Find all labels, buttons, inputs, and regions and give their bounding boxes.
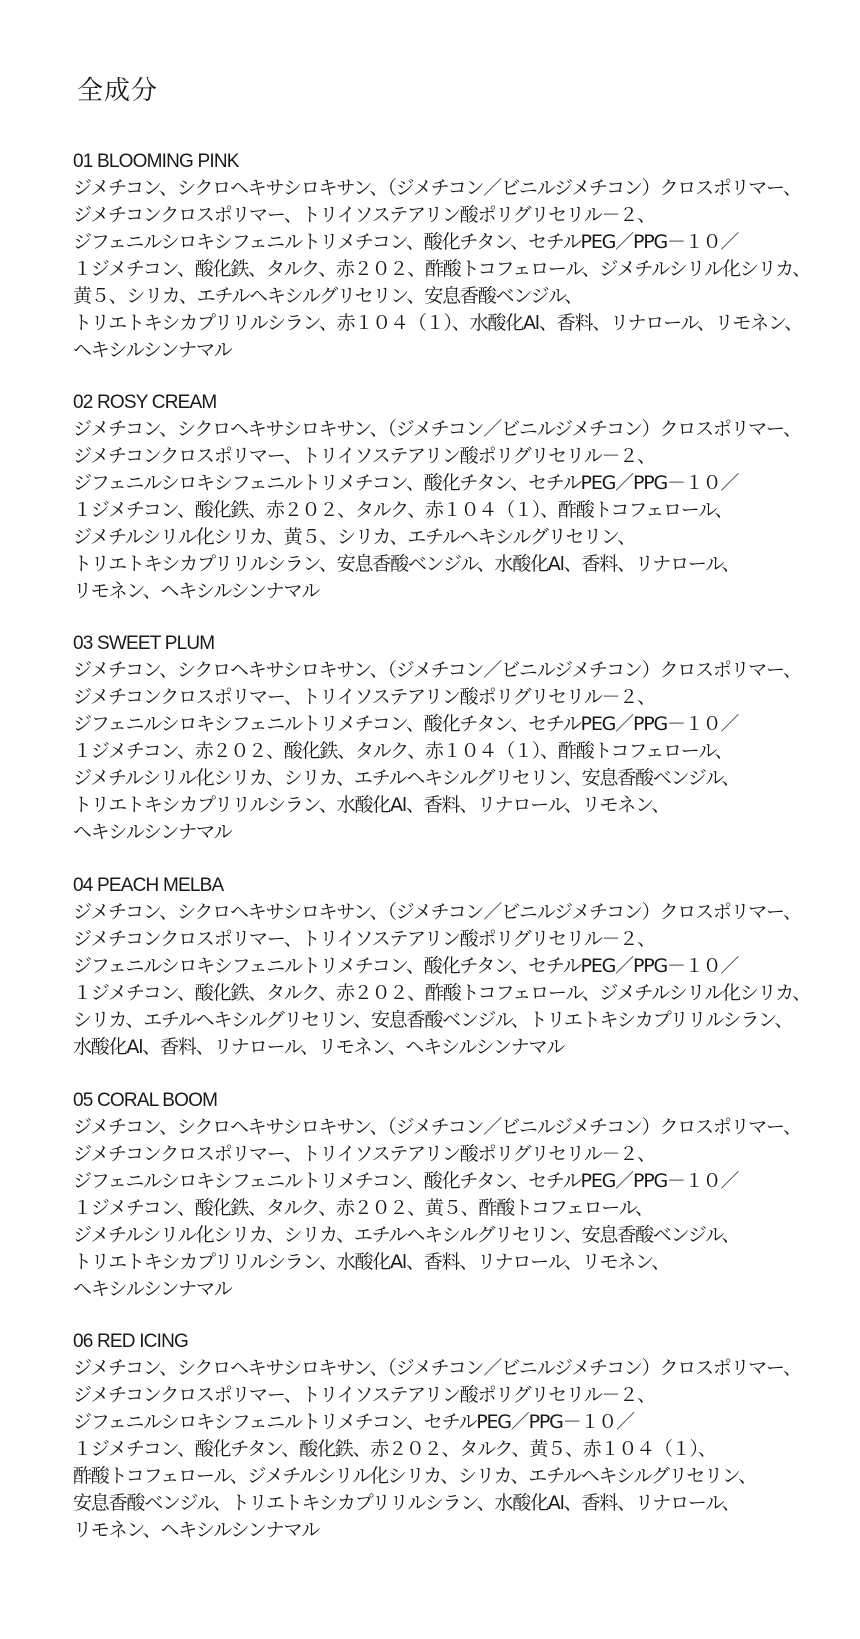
ingredient-line: 酢酸トコフェロール、ジメチルシリル化シリカ、シリカ、エチルヘキシルグリセリン、 — [73, 1465, 756, 1487]
page-title: 全成分 — [77, 76, 159, 106]
ingredient-line: ジメチコン、シクロヘキサシロキサン、（ジメチコン／ビニルジメチコン）クロスポリマー、 — [73, 659, 801, 681]
shade-name: 04 PEACH MELBA — [73, 875, 224, 896]
ingredient-line: 安息香酸ベンジル、トリエトキシカプリリルシラン、水酸化Al、香料、リナロール、 — [73, 1492, 740, 1514]
shade-section-06 — [73, 1328, 853, 1544]
ingredient-line: １ジメチコン、酸化鉄、赤２０２、タルク、赤１０４（１）、酢酸トコフェロール、 — [73, 499, 733, 521]
ingredient-line: ジメチコン、シクロヘキサシロキサン、（ジメチコン／ビニルジメチコン）クロスポリマー、 — [73, 1357, 801, 1379]
shade-section-02 — [73, 389, 853, 605]
ingredient-line: ジフェニルシロキシフェニルトリメチコン、酸化チタン、セチルPEG／PPG－１０／ — [73, 1170, 739, 1192]
ingredient-line: ジフェニルシロキシフェニルトリメチコン、酸化チタン、セチルPEG／PPG－１０／ — [73, 472, 739, 494]
ingredient-line: ジメチルシリル化シリカ、黄５、シリカ、エチルヘキシルグリセリン、 — [73, 526, 636, 548]
ingredient-line: １ジメチコン、酸化鉄、タルク、赤２０２、酢酸トコフェロール、ジメチルシリル化シリカ、 — [73, 982, 811, 1004]
ingredient-line: トリエトキシカプリリルシラン、安息香酸ベンジル、水酸化Al、香料、リナロール、 — [73, 553, 740, 575]
ingredient-line: ジメチルシリル化シリカ、シリカ、エチルヘキシルグリセリン、安息香酸ベンジル、 — [73, 1224, 740, 1246]
ingredient-line: ジメチコンクロスポリマー、トリイソステアリン酸ポリグリセリル－２、 — [73, 1384, 655, 1406]
shade-section-03 — [73, 630, 853, 846]
ingredient-line: ジメチコンクロスポリマー、トリイソステアリン酸ポリグリセリル－２、 — [73, 928, 655, 950]
ingredient-line: ジメチコンクロスポリマー、トリイソステアリン酸ポリグリセリル－２、 — [73, 1143, 655, 1165]
shade-name: 05 CORAL BOOM — [73, 1090, 218, 1111]
ingredient-line: ジフェニルシロキシフェニルトリメチコン、酸化チタン、セチルPEG／PPG－１０／ — [73, 713, 739, 735]
ingredient-line: シリカ、エチルヘキシルグリセリン、安息香酸ベンジル、トリエトキシカプリリルシラン、 — [73, 1009, 793, 1031]
shade-name: 02 ROSY CREAM — [73, 392, 217, 413]
ingredient-line: ジメチルシリル化シリカ、シリカ、エチルヘキシルグリセリン、安息香酸ベンジル、 — [73, 767, 740, 789]
ingredient-line: ジメチコン、シクロヘキサシロキサン、（ジメチコン／ビニルジメチコン）クロスポリマー、 — [73, 418, 801, 440]
ingredient-line: トリエトキシカプリリルシラン、赤１０４（１）、水酸化Al、香料、リナロール、リモネン、 — [73, 312, 803, 334]
ingredient-line: 水酸化Al、香料、リナロール、リモネン、ヘキシルシンナマル — [73, 1036, 565, 1058]
ingredient-line: ジメチコン、シクロヘキサシロキサン、（ジメチコン／ビニルジメチコン）クロスポリマー、 — [73, 901, 801, 923]
ingredient-line: １ジメチコン、赤２０２、酸化鉄、タルク、赤１０４（１）、酢酸トコフェロール、 — [73, 740, 733, 762]
shade-section-05 — [73, 1087, 853, 1303]
ingredient-line: ジメチコンクロスポリマー、トリイソステアリン酸ポリグリセリル－２、 — [73, 204, 655, 226]
ingredient-line: １ジメチコン、酸化鉄、タルク、赤２０２、黄５、酢酸トコフェロール、 — [73, 1197, 653, 1219]
ingredient-line: 黄５、シリカ、エチルヘキシルグリセリン、安息香酸ベンジル、 — [73, 285, 583, 307]
ingredient-line: ジフェニルシロキシフェニルトリメチコン、酸化チタン、セチルPEG／PPG－１０／ — [73, 955, 739, 977]
shade-section-04 — [73, 872, 853, 1061]
ingredient-line: ジメチコン、シクロヘキサシロキサン、（ジメチコン／ビニルジメチコン）クロスポリマー、 — [73, 177, 801, 199]
shade-name: 01 BLOOMING PINK — [73, 151, 239, 172]
ingredient-line: １ジメチコン、酸化鉄、タルク、赤２０２、酢酸トコフェロール、ジメチルシリル化シリカ、 — [73, 258, 811, 280]
ingredient-line: リモネン、ヘキシルシンナマル — [73, 1519, 320, 1541]
ingredient-line: ジフェニルシロキシフェニルトリメチコン、セチルPEG／PPG－１０／ — [73, 1411, 634, 1433]
ingredient-line: ヘキシルシンナマル — [73, 821, 232, 843]
ingredient-line: ジメチコンクロスポリマー、トリイソステアリン酸ポリグリセリル－２、 — [73, 445, 655, 467]
ingredient-line: ジメチコンクロスポリマー、トリイソステアリン酸ポリグリセリル－２、 — [73, 686, 655, 708]
ingredient-line: トリエトキシカプリリルシラン、水酸化Al、香料、リナロール、リモネン、 — [73, 794, 670, 816]
ingredient-line: ヘキシルシンナマル — [73, 339, 232, 361]
ingredient-line: ジメチコン、シクロヘキサシロキサン、（ジメチコン／ビニルジメチコン）クロスポリマー、 — [73, 1116, 801, 1138]
shade-name: 03 SWEET PLUM — [73, 633, 215, 654]
shade-section-01 — [73, 148, 853, 364]
ingredient-line: ジフェニルシロキシフェニルトリメチコン、酸化チタン、セチルPEG／PPG－１０／ — [73, 231, 739, 253]
ingredient-line: トリエトキシカプリリルシラン、水酸化Al、香料、リナロール、リモネン、 — [73, 1251, 670, 1273]
ingredient-line: リモネン、ヘキシルシンナマル — [73, 580, 320, 602]
ingredient-line: ヘキシルシンナマル — [73, 1278, 232, 1300]
ingredient-line: １ジメチコン、酸化チタン、酸化鉄、赤２０２、タルク、黄５、赤１０４（１）、 — [73, 1438, 716, 1460]
shade-name: 06 RED ICING — [73, 1331, 188, 1352]
